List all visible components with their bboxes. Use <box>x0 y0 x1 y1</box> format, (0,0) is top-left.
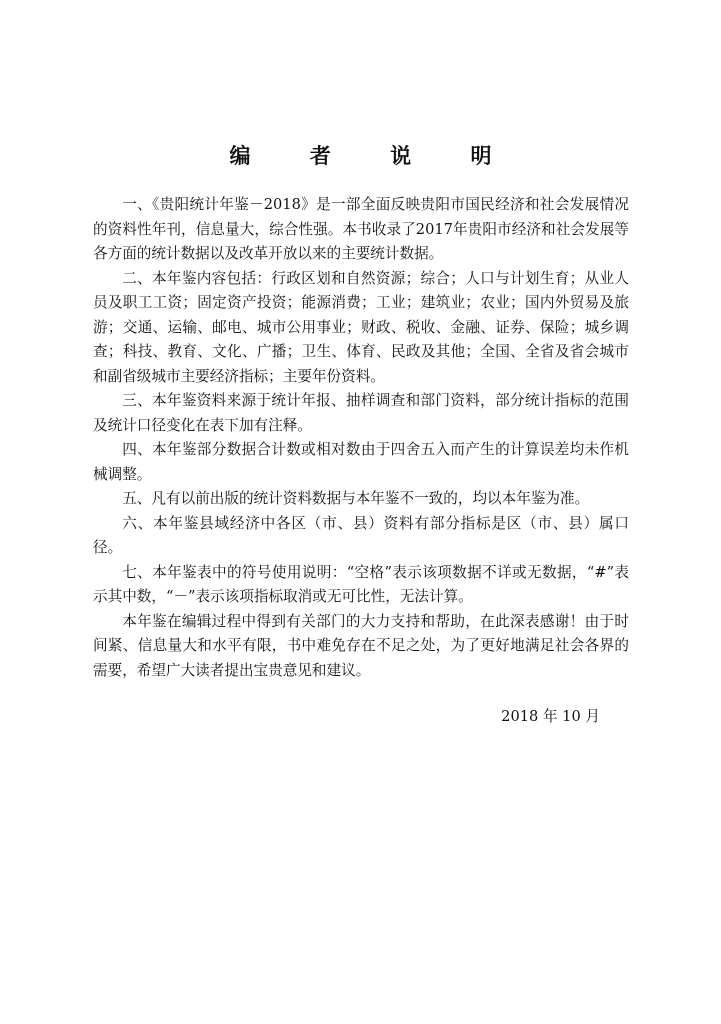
paragraph-2: 二、本年鉴内容包括：行政区划和自然资源；综合；人口与计划生育；从业人员及职工工资；固定资产投资；能源消费；工业；建筑业；农业；国内外贸易及旅游；交通、运输、邮电、城市公用事业；财政、税收、金融、证券、保险；城乡调查；科技、教育、文化、广播；卫生、体育、民政及其他；全国、全省及省会城市和副省级城市主要经济指标；主要年份资料。 <box>93 269 629 385</box>
paragraph-1: 一、《贵阳统计年鉴－2018》是一部全面反映贵阳市国民经济和社会发展情况的资料性年刊，信息量大，综合性强。本书收录了2017年贵阳市经济和社会发展等各方面的统计数据以及改革开放以来的主要统计数据。 <box>93 196 629 262</box>
page-title: 编 者 说 明 <box>229 144 518 168</box>
paragraph-4: 四、本年鉴部分数据合计数或相对数由于四舍五入而产生的计算误差均未作机械调整。 <box>93 441 629 483</box>
paragraph-5: 五、凡有以前出版的统计资料数据与本年鉴不一致的，均以本年鉴为准。 <box>122 490 590 507</box>
document-body <box>93 193 629 683</box>
paragraph-8: 本年鉴在编辑过程中得到有关部门的大力支持和帮助，在此深表感谢！由于时间紧、信息量大和水平有限，书中难免存在不足之处，为了更好地满足社会各界的需要，希望广大读者提出宝贵意见和建议。 <box>93 612 629 679</box>
paragraph-7: 七、本年鉴表中的符号使用说明：“空格”表示该项数据不详或无数据，“#”表示其中数，“－”表示该项指标取消或无可比性，无法计算。 <box>93 563 629 605</box>
paragraph-6: 六、本年鉴县域经济中各区（市、县）资料有部分指标是区（市、县）属口径。 <box>93 514 629 556</box>
paragraph-3: 三、本年鉴资料来源于统计年报、抽样调查和部门资料，部分统计指标的范围及统计口径变化在表下加有注释。 <box>93 392 629 434</box>
document-date: 2018 年 10 月 <box>501 708 600 725</box>
